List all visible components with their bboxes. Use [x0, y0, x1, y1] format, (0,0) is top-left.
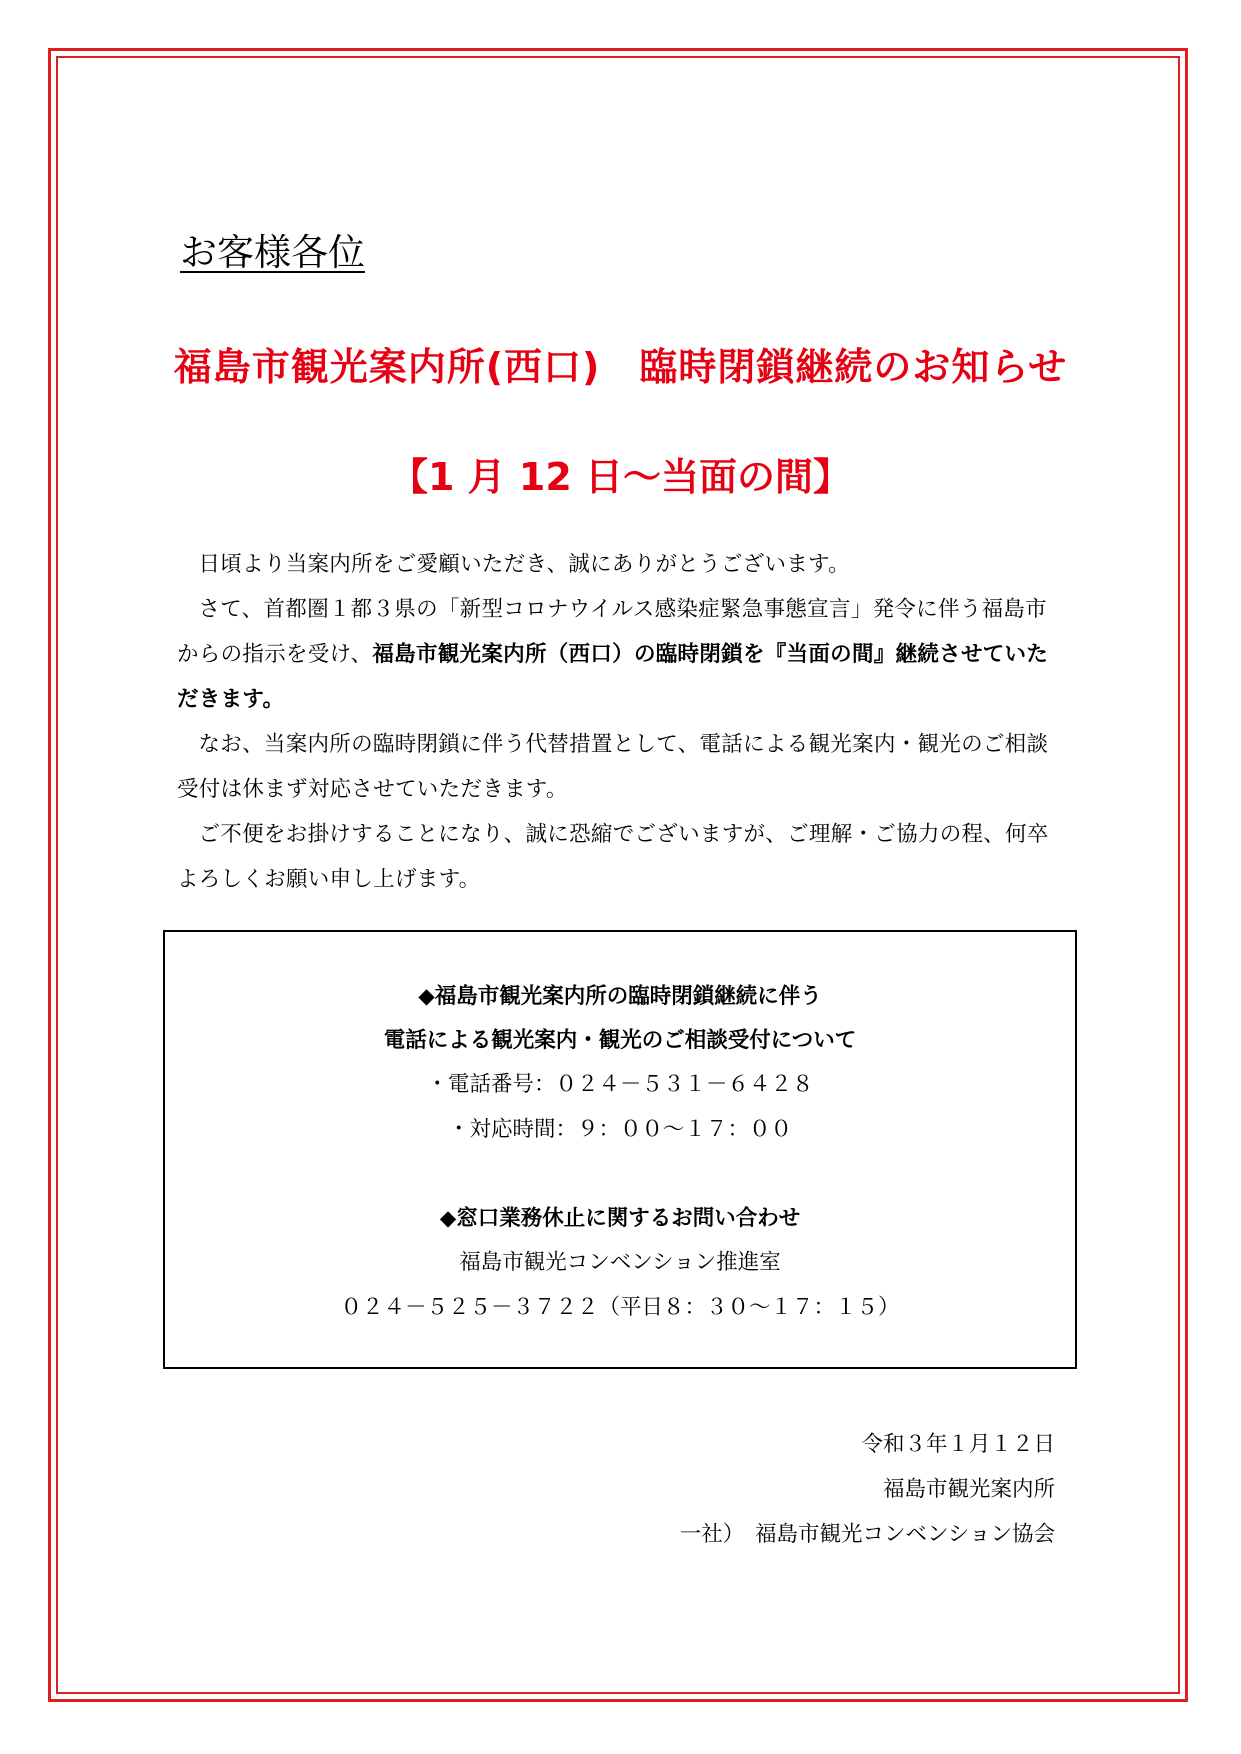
body-paragraph-greeting: 日頃より当案内所をご愛顧いただき、誠にありがとうございます。: [198, 552, 850, 577]
phone-heading-line-2: 電話による観光案内・観光のご相談受付について: [383, 1028, 857, 1053]
footer-org-office: 福島市観光案内所: [882, 1477, 1055, 1502]
notice-body: [177, 542, 1062, 902]
notice-period: 【1 月 12 日～当面の間】: [389, 455, 851, 499]
body-paragraph-apology: ご不便をお掛けすることになり、誠に恐縮でございますが、ご理解・ご協力の程、何卒よろしくお願い申し上げます。: [177, 822, 1049, 892]
phone-heading-line-1: ◆福島市観光案内所の臨時閉鎖継続に伴う: [418, 984, 822, 1009]
phone-hours: ・対応時間：９：００～１７：００: [447, 1117, 792, 1142]
phone-number: ・電話番号：０２４－５３１－６４２８: [426, 1072, 814, 1097]
inquiry-office: 福島市観光コンベンション推進室: [459, 1250, 781, 1275]
inquiry-heading: ◆窓口業務休止に関するお問い合わせ: [439, 1206, 801, 1231]
footer-org-association: 一社） 福島市観光コンベンション協会: [679, 1522, 1055, 1547]
body-closure-emphasis: 福島市観光案内所（西口）の臨時閉鎖を『当面の間』継続させていただきます。: [177, 642, 1049, 712]
body-closure-reason: さて、首都圏１都３県の「新型コロナウイルス感染症緊急事態宣言」発令に伴う福島市からの指示を受け、: [177, 597, 1047, 667]
footer-date: 令和３年１月１２日: [861, 1432, 1055, 1457]
inquiry-phone: ０２４－５２５－３７２２（平日８：３０～１７：１５）: [340, 1295, 900, 1320]
body-paragraph-closure: [177, 587, 1062, 722]
info-box: [163, 930, 1077, 1369]
salutation: お客様各位: [180, 231, 365, 274]
notice-title: 福島市観光案内所(西口) 臨時閉鎖継続のお知らせ: [173, 345, 1068, 389]
body-paragraph-alternative: なお、当案内所の臨時閉鎖に伴う代替措置として、電話による観光案内・観光のご相談受付は休まず対応させていただきます。: [177, 732, 1049, 802]
